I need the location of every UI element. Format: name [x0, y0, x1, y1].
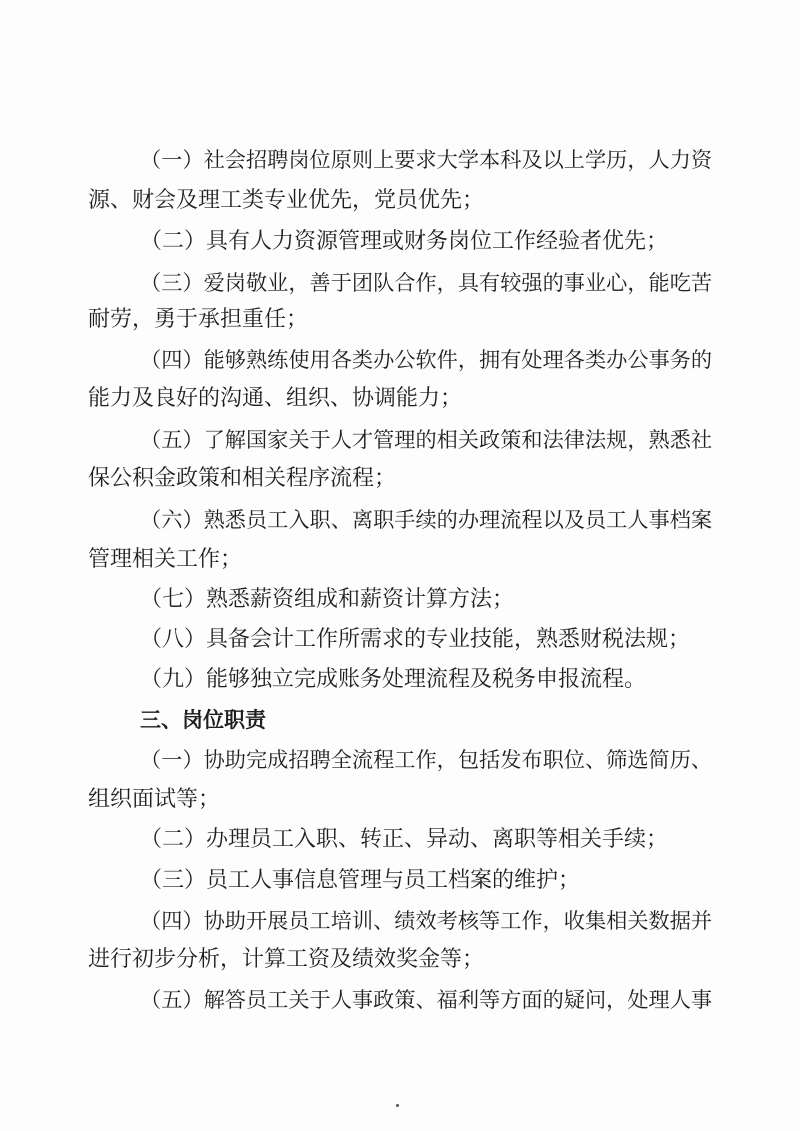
text-line: （六）熟悉员工入职、离职手续的办理流程以及员工人事档案	[140, 507, 713, 532]
text-line: （一）社会招聘岗位原则上要求大学本科及以上学历，人力资	[140, 147, 713, 172]
text-line: （七）熟悉薪资组成和薪资计算方法；	[140, 587, 515, 612]
text-line: 源、财会及理工类专业优先，党员优先；	[88, 188, 485, 213]
text-line: （三）员工人事信息管理与员工档案的维护；	[140, 868, 581, 893]
text-line: （八）具备会计工作所需求的专业技能，熟悉财税法规；	[140, 627, 691, 652]
text-line: 耐劳，勇于承担重任；	[88, 307, 309, 332]
text-line: 进行初步分析，计算工资及绩效奖金等；	[88, 947, 485, 972]
text-line: （四）协助开展员工培训、绩效考核等工作，收集相关数据并	[140, 908, 713, 933]
scan-speck	[396, 1104, 399, 1107]
text-line: （二）具有人力资源管理或财务岗位工作经验者优先；	[140, 229, 669, 254]
text-line: （四）能够熟练使用各类办公软件，拥有处理各类办公事务的	[140, 347, 713, 372]
text-line: （二）办理员工入职、转正、异动、离职等相关手续；	[140, 827, 669, 852]
text-line: （三）爱岗敬业，善于团队合作，具有较强的事业心，能吃苦	[140, 270, 713, 295]
text-line: （一）协助完成招聘全流程工作，包括发布职位、筛选简历、	[140, 747, 713, 772]
section-heading: 三、岗位职责	[140, 708, 266, 732]
text-line: （五）了解国家关于人才管理的相关政策和法律法规，熟悉社	[140, 427, 713, 452]
text-line: 能力及良好的沟通、组织、协调能力；	[88, 386, 463, 411]
text-line: 保公积金政策和相关程序流程；	[88, 466, 397, 491]
text-line: 管理相关工作；	[88, 547, 243, 572]
text-line: （九）能够独立完成账务处理流程及税务申报流程。	[140, 667, 647, 692]
text-line: （五）解答员工关于人事政策、福利等方面的疑问，处理人事	[140, 987, 713, 1012]
text-line: 组织面试等；	[88, 787, 221, 812]
